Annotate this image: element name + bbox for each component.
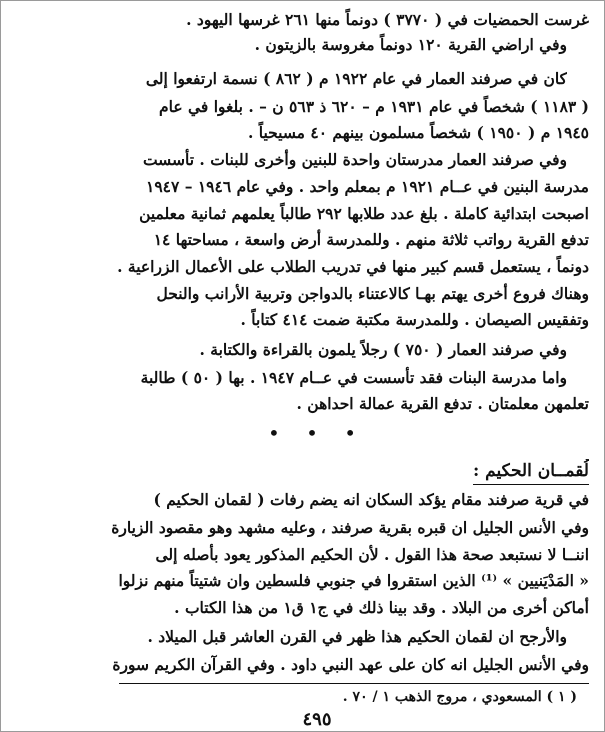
- text-line: وفي اراضي القرية ١٢٠ دونماً مغروسة بالزيتون .: [254, 35, 567, 54]
- book-page: [37, 1, 597, 731]
- page-number: ٤٩٥: [302, 709, 332, 730]
- text-line: والأرجح ان لقمان الحكيم هذا ظهر في القرن العاشر قبل الميلاد .: [147, 627, 567, 646]
- text-line: كان في صرفند العمار في عام ١٩٢٢ م ( ٨٦٢ ) نسمة ارتفعوا إلى: [145, 69, 567, 88]
- text-line: ( ١١٨٣ ) شخصاً في عام ١٩٣١ م – ٦٢٠ ذ ٥٦٣ ن – . بلغوا في عام: [159, 97, 589, 116]
- text-line: غرست الحمضيات في ( ٣٧٧٠ ) دونماً منها ٢٦١ غرسها اليهود .: [186, 10, 589, 29]
- text-line: وهناك فروع أخرى يهتم بهـا كالاعتناء بالدواجن وتربية الأرانب والنحل: [156, 284, 589, 303]
- section-heading: لُقمــان الحكيم :: [473, 459, 589, 485]
- text-line: وفي الأنس الجليل ان قبره بقرية صرفند ، وعليه مشهد وهو مقصود الزيارة: [111, 518, 589, 537]
- text-line: في قرية صرفند مقام يؤكد السكان انه يضم رفات ( لقمان الحكيم ): [153, 490, 589, 509]
- text-line: مدرسة البنين في عــام ١٩٢١ م بمعلم واحد . وفي عام ١٩٤٦ – ١٩٤٧: [146, 177, 589, 196]
- section-separator: • • •: [267, 421, 367, 445]
- text-line: أماكن أخرى من البلاد . وقد بينا ذلك في ج١ ق١ من هذا الكتاب .: [174, 598, 589, 617]
- footnote-divider: [119, 683, 589, 684]
- text-line: واما مدرسة البنات فقد تأسست في عــام ١٩٤٧ . بها ( ٥٠ ) طالبة: [140, 368, 567, 387]
- text-line: وفي صرفند العمار مدرستان واحدة للبنين وأخرى للبنات . تأسست: [142, 150, 567, 169]
- text-line: وتفقيس الصيصان . وللمدرسة مكتبة ضمت ٤١٤ كتاباً .: [240, 310, 589, 329]
- text-line: اننــا لا نستبعد صحة هذا القول . لأن الحكيم المذكور يعود بأصله إلى: [155, 545, 589, 564]
- text-line: وفي الأنس الجليل انه كان على عهد النبي داود . وفي القرآن الكريم سورة: [112, 655, 589, 674]
- text-line: تعلمهن معلمتان . تدفع القرية عمالة احداهن .: [296, 394, 589, 413]
- footnote: ( ١ ) المسعودي ، مروج الذهب ١ / ٧٠ .: [342, 689, 577, 705]
- text-line: دونماً ، يستعمل قسم كبير منها في تدريب الطلاب على الأعمال الزراعية .: [117, 257, 589, 276]
- text-line: تدفع القرية رواتب ثلاثة منهم . وللمدرسة أرض واسعة ، مساحتها ١٤: [153, 230, 589, 249]
- text-line: وفي صرفند العمار ( ٧٥٠ ) رجلاً يلمون بالقراءة والكتابة .: [199, 340, 567, 359]
- text-line: اصبحت ابتدائية كاملة . بلغ عدد طلابها ٢٩٢ طالباً يعلمهم ثمانية معلمين: [139, 204, 589, 223]
- text-line: ١٩٤٥ م ( ١٩٥٠ ) شخصاً مسلمون بينهم ٤٠ مسيحياً .: [247, 123, 589, 142]
- text-line: « المَدْيَنيين » ⁽¹⁾ الذين استقروا في جنوبي فلسطين وان شتيتاً منهم نزلوا: [118, 571, 589, 590]
